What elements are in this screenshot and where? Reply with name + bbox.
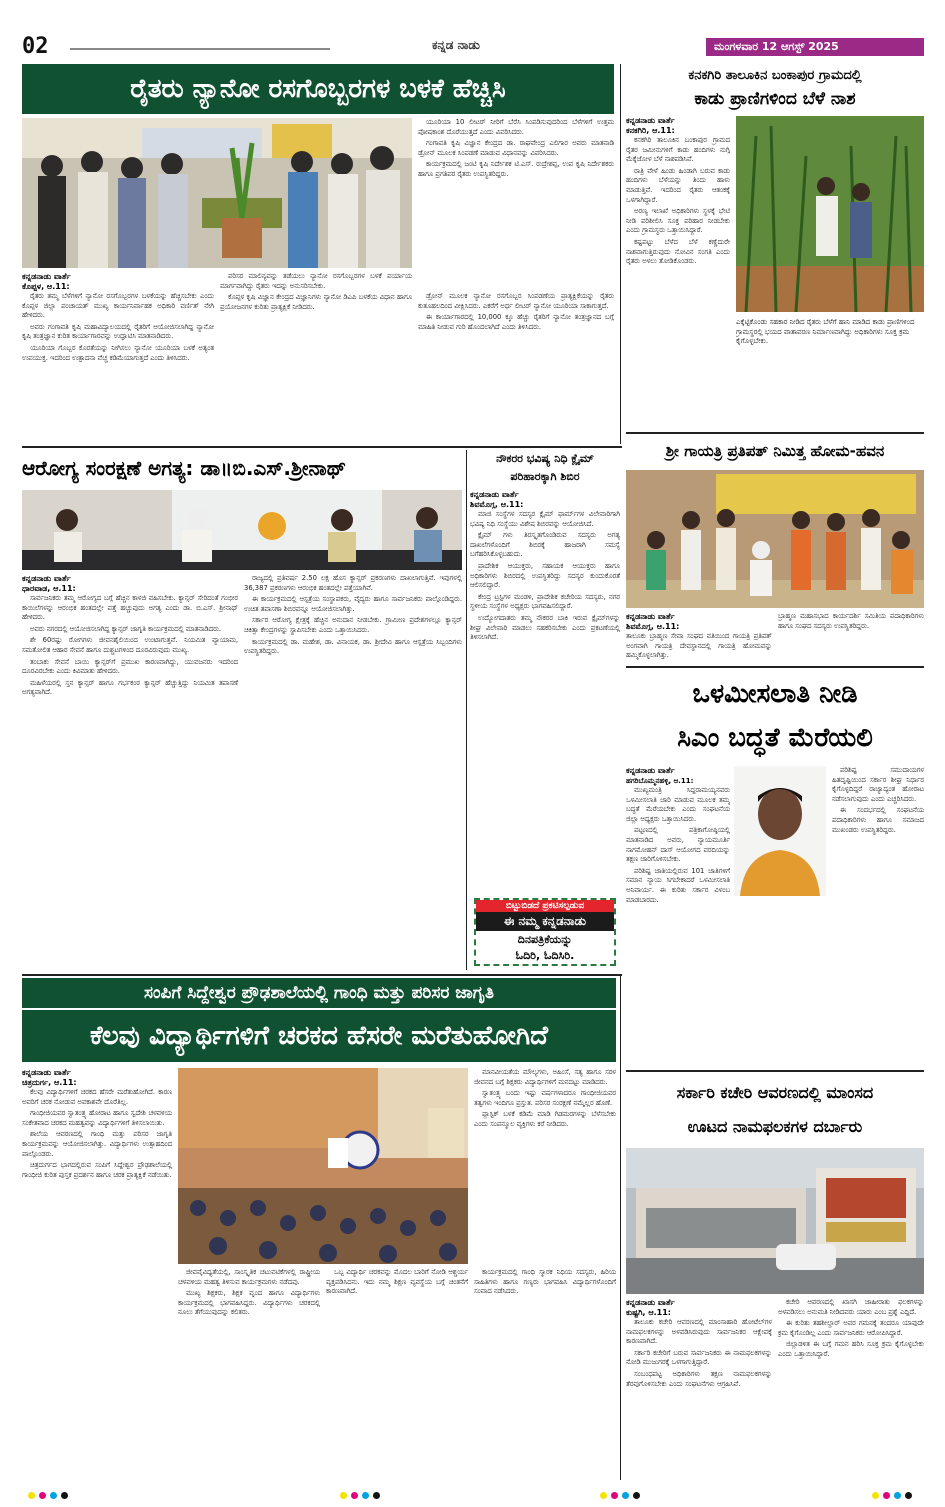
pf-col	[470, 490, 620, 890]
paragraph: ಕಾರ್ಯಕ್ರಮದಲ್ಲಿ ಡಾ. ಮಹೇಶ, ಡಾ. ವಿನಾಯಕ, ಡಾ. ಶ್ರೀದೇವಿ ಹಾಗೂ ಆಸ್ಪತ್ರೆಯ ಸಿಬ್ಬಂದಿಗಳು ಉಪಸ್ಥಿತರಿದ್ದರು.	[244, 637, 462, 656]
section-divider	[22, 446, 622, 448]
paragraph: ಯೂರಿಯಾ ಗೊಬ್ಬರ ಕೊರತೆಯನ್ನು ನೀಗಿಸಲು ನ್ಯಾನೋ ಯೂರಿಯಾ ಬಳಕೆ ಅತ್ಯಂತ ಉಪಯುಕ್ತ. ಇದರಿಂದ ಉತ್ಪಾದನಾ ವೆಚ್ಚ ಕಡಿಮೆಯಾಗುತ್ತದೆ ಎಂದು ತಿಳಿಸಿದರು.	[22, 343, 214, 362]
forest-body	[626, 136, 730, 414]
paragraph: ಒಬ್ಬ ವಿದ್ಯಾರ್ಥಿ ಚರಕವನ್ನು ಮೊದಲ ಬಾರಿಗೆ ನೋಡಿ ಆಶ್ಚರ್ಯ ವ್ಯಕ್ತಪಡಿಸಿದನು. ಇದು ನಮ್ಮ ಶಿಕ್ಷಣ ವ್ಯವಸ್ಥೆಯ ಬಗ್ಗೆ ಚಿಂತನೆಗೆ ಕಾರಣವಾಗಿದೆ.	[326, 1268, 468, 1296]
nano-col2	[220, 272, 412, 442]
meat-col1	[626, 1298, 772, 1478]
forest-headline-kicker: ಕನಕಗಿರಿ ತಾಲೂಕಿನ ಬಂಕಾಪುರ ಗ್ರಾಮದಲ್ಲಿ	[688, 67, 862, 83]
forest-col1	[626, 116, 730, 416]
olameesalati-byline: ಕನ್ನಡನಾಡು ವಾರ್ತೆ	[626, 766, 675, 775]
nano-col4	[418, 292, 614, 442]
meat-byline: ಕನ್ನಡನಾಡು ವಾರ್ತೆ	[626, 1298, 675, 1307]
sampige-col5	[326, 1268, 468, 1478]
nano-byline: ಕನ್ನಡನಾಡು ವಾರ್ತೆ	[22, 272, 71, 281]
paragraph: ರಾತ್ರಿ ವೇಳೆ ಹಿಂಡು ಹಿಂಡಾಗಿ ಬರುವ ಕಾಡು ಹಂದಿಗಳು ಬೆಳೆಯನ್ನು ತಿಂದು ಹಾಳು ಮಾಡುತ್ತಿವೆ. ಇದರಿಂದ ರೈತರು ಆತಂಕಕ್ಕೆ ಒಳಗಾಗಿದ್ದಾರೆ.	[626, 166, 730, 204]
meat-photo	[626, 1148, 924, 1294]
masthead-title: ಕನ್ನಡ ನಾಡು	[432, 38, 480, 52]
forest-caption: ಎಕ್ಕೆಟ್ಟಿಕೊಂಡು ಸಹಕಾರ ನೀಡಿದ ರೈತರು ಬೆಳೆಗೆ ಹಾನಿ ಮಾಡಿದ ಕಾಡು ಪ್ರಾಣಿಗಳಿಂದ ಗ್ರಾಮಸ್ಥರಲ್ಲಿ ಭಯದ ವಾತಾವರಣ ನಿರ್ಮಾಣವಾಗಿದ್ದು ಅಧಿಕಾರಿಗಳು ಸೂಕ್ತ ಕ್ರಮ ಕೈಗೊಳ್ಳಬೇಕು.	[736, 318, 915, 345]
paragraph: ಗಂಗಾವತಿ ಕೃಷಿ ವಿಜ್ಞಾನ ಕೇಂದ್ರದ ಡಾ. ರಾಘವೇಂದ್ರ ಎಲಿಗಾರ ಅವರು ಮಾತನಾಡಿ ಡ್ರೋನ್ ಮೂಲಕ ಸಿಂಪಡಣೆ ಮಾಡುವ ವಿಧಾನವನ್ನು ವಿವರಿಸಿದರು.	[418, 139, 614, 157]
paragraph: ಪರಿಶಿಷ್ಟ ಸಮುದಾಯಗಳ ಹಿತದೃಷ್ಟಿಯಿಂದ ಸರ್ಕಾರ ಶೀಘ್ರ ನಿರ್ಧಾರ ಕೈಗೊಳ್ಳದಿದ್ದರೆ ರಾಜ್ಯಾದ್ಯಂತ ಹೋರಾಟ ನಡೆಸಲಾಗುವುದು ಎಂದು ಎಚ್ಚರಿಸಿದರು.	[832, 766, 924, 803]
paragraph: ಈ ಸಂದರ್ಭದಲ್ಲಿ ಸಂಘಟನೆಯ ಪದಾಧಿಕಾರಿಗಳು ಹಾಗೂ ಸಮಾಜದ ಮುಖಂಡರು ಉಪಸ್ಥಿತರಿದ್ದರು.	[832, 806, 924, 834]
olameesalati-portrait	[734, 766, 826, 896]
paragraph: ಈ ಕುರಿತು ತಹಶೀಲ್ದಾರ್ ಅವರ ಗಮನಕ್ಕೆ ತಂದರೂ ಯಾವುದೇ ಕ್ರಮ ಕೈಗೊಂಡಿಲ್ಲ ಎಂದು ಸಾರ್ವಜನಿಕರು ಆರೋಪಿಸಿದ್ದಾರೆ.	[778, 1319, 924, 1337]
meat-headline-line1: ಸರ್ಕಾರಿ ಕಚೇರಿ ಆವರಣದಲ್ಲಿ ಮಾಂಸದ	[676, 1083, 874, 1102]
paragraph: ಕೊಪ್ಪಳ ಕೃಷಿ ವಿಜ್ಞಾನ ಕೇಂದ್ರದ ವಿಜ್ಞಾನಿಗಳು ನ್ಯಾನೋ ಡಿಎಪಿ ಬಳಕೆಯ ವಿಧಾನ ಹಾಗೂ ಪ್ರಯೋಜನಗಳ ಕುರಿತು ಪ್ರಾತ್ಯಕ್ಷಿಕೆ ನೀಡಿದರು.	[220, 293, 412, 311]
paragraph: ಉದ್ಯೋಗದಾತರು ತಮ್ಮ ನೌಕರರ ಬಾಕಿ ಇರುವ ಕ್ಲೈಮ್‌ಗಳನ್ನು ಶೀಘ್ರ ವಿಲೇವಾರಿ ಮಾಡಲು ಸಹಕರಿಸಬೇಕು ಎಂದು ಪ್ರಕಟಣೆಯಲ್ಲಿ ತಿಳಿಸಲಾಗಿದೆ.	[470, 613, 620, 642]
sampige-col3	[474, 1068, 616, 1264]
paragraph: ಸಾರ್ವಜನಿಕರು ತಮ್ಮ ಆರೋಗ್ಯದ ಬಗ್ಗೆ ಹೆಚ್ಚಿನ ಕಾಳಜಿ ವಹಿಸಬೇಕು. ಕ್ಯಾನ್ಸರ್ ಸೇರಿದಂತೆ ಗಂಭೀರ ಕಾಯಿಲೆಗಳನ್ನು ಆರಂಭಿಕ ಹಂತದಲ್ಲೇ ಪತ್ತೆ ಹಚ್ಚುವುದು ಅಗತ್ಯ ಎಂದು ಡಾ. ಬಿ.ಎಸ್. ಶ್ರೀನಾಥ್ ಹೇಳಿದರು.	[22, 594, 238, 622]
sampige-byline: ಕನ್ನಡನಾಡು ವಾರ್ತೆ	[22, 1068, 71, 1077]
forest-headline: ಕಾಡು ಪ್ರಾಣಿಗಳಿಂದ ಬೆಳೆ ನಾಶ	[694, 89, 856, 109]
nano-photo	[22, 118, 412, 268]
paragraph: ಚಿತ್ರದುರ್ಗದ ಭಾಗದಲ್ಲಿರುವ ಸಂಪಿಗೆ ಸಿದ್ದೇಶ್ವರ ಪ್ರೌಢಶಾಲೆಯಲ್ಲಿ ಗಾಂಧೀಜಿ ಕುರಿತ ಪುಸ್ತಕ ಪ್ರದರ್ಶನ ಹಾಗೂ ಚರಕ ಪ್ರಾತ್ಯಕ್ಷಿಕೆ ನಡೆಯಿತು.	[22, 1161, 172, 1179]
health-byline: ಕನ್ನಡನಾಡು ವಾರ್ತೆ	[22, 574, 71, 583]
nano-dateline: ಕೊಪ್ಪಳ, ಆ.11:	[22, 282, 70, 291]
meat-dateline: ಕುಷ್ಟಗಿ, ಆ.11:	[626, 1308, 672, 1317]
page-number: 02	[22, 34, 49, 59]
olameesalati-body	[626, 786, 730, 1062]
meat-body	[626, 1318, 772, 1476]
paragraph: ಮಾನವೀಯತೆಯ ಮೌಲ್ಯಗಳು, ಅಹಿಂಸೆ, ಸತ್ಯ ಹಾಗೂ ಸರಳ ಜೀವನದ ಬಗ್ಗೆ ಶಿಕ್ಷಕರು ವಿದ್ಯಾರ್ಥಿಗಳಿಗೆ ಮನದಟ್ಟು ಮಾಡಿದರು.	[474, 1068, 616, 1086]
paragraph: ಸ್ವಾತಂತ್ರ್ಯ ಬಂದು ಇಷ್ಟು ವರ್ಷಗಳಾದರೂ ಗಾಂಧೀಜಿಯವರ ತತ್ವಗಳು ಇಂದಿಗೂ ಪ್ರಸ್ತುತ. ಪರಿಸರ ಸಂರಕ್ಷಣೆ ನಮ್ಮೆಲ್ಲರ ಹೊಣೆ.	[474, 1089, 616, 1107]
olameesalati-col3	[832, 766, 924, 1066]
subscribe-promo	[474, 898, 616, 966]
paragraph: ಸರ್ಕಾರ ಆರೋಗ್ಯ ಕ್ಷೇತ್ರಕ್ಕೆ ಹೆಚ್ಚಿನ ಅನುದಾನ ನೀಡಬೇಕು. ಗ್ರಾಮೀಣ ಪ್ರದೇಶಗಳಲ್ಲೂ ಕ್ಯಾನ್ಸರ್ ಚಿಕಿತ್ಸಾ ಕೇಂದ್ರಗಳನ್ನು ಸ್ಥಾಪಿಸಬೇಕು ಎಂದು ಒತ್ತಾಯಿಸಿದರು.	[244, 616, 462, 634]
gayatri-headline: ಶ್ರೀ ಗಾಯತ್ರಿ ಪ್ರತಿಪತ್ ನಿಮಿತ್ತ ಹೋಮ-ಹವನ	[665, 442, 885, 460]
header-rule	[70, 48, 330, 50]
paragraph: ಮುಖ್ಯ ಶಿಕ್ಷಕರು, ಶಿಕ್ಷಕ ವೃಂದ ಹಾಗೂ ವಿದ್ಯಾರ್ಥಿಗಳು ಕಾರ್ಯಕ್ರಮದಲ್ಲಿ ಭಾಗವಹಿಸಿದ್ದರು. ವಿದ್ಯಾರ್ಥಿಗಳು ಚರಕದಲ್ಲಿ ನೂಲು ತೆಗೆಯುವುದನ್ನು ಕಲಿತರು.	[178, 1289, 320, 1317]
paragraph: ಮಾಜಿ ಸಂಸ್ಥೆಗಳ ಸದಸ್ಯರ ಕ್ಲೈಮ್ ಫಾರ್ಮ್‌ಗಳ ವಿಲೇವಾರಿಗಾಗಿ ಭವಿಷ್ಯ ನಿಧಿ ಸಂಸ್ಥೆಯು ವಿಶೇಷ ಶಿಬಿರವನ್ನು ಆಯೋಜಿಸಿದೆ.	[470, 510, 620, 528]
promo-line2: ಈ ನಮ್ಮ ಕನ್ನಡನಾಡು	[476, 912, 614, 931]
pf-body	[470, 510, 620, 886]
health-headline: ಆರೋಗ್ಯ ಸಂರಕ್ಷಣೆ ಅಗತ್ಯ: ಡಾ॥ಬಿ.ಎಸ್.ಶ್ರೀನಾಥ್	[22, 456, 347, 480]
paragraph: ಜಿಲ್ಲಾಡಳಿತ ಈ ಬಗ್ಗೆ ಗಮನ ಹರಿಸಿ ಸೂಕ್ತ ಕ್ರಮ ಕೈಗೊಳ್ಳಬೇಕು ಎಂದು ಒತ್ತಾಯಿಸಿದ್ದಾರೆ.	[778, 1340, 924, 1358]
meat-col2	[778, 1298, 924, 1478]
registration-marks	[872, 1492, 912, 1499]
sampige-body	[22, 1088, 172, 1476]
paragraph: ಶೇ 60ರಷ್ಟು ರೋಗಗಳು ಜೀವನಶೈಲಿಯಿಂದ ಉಂಟಾಗುತ್ತವೆ. ನಿಯಮಿತ ವ್ಯಾಯಾಮ, ಸಮತೋಲಿತ ಆಹಾರ ಸೇವನೆ ಹಾಗೂ ದುಶ್ಚಟಗಳಿಂದ ದೂರವಿರುವುದು ಮುಖ್ಯ.	[22, 636, 238, 654]
paragraph: ಕಷ್ಟಪಟ್ಟು ಬೆಳೆದ ಬೆಳೆ ಕಣ್ಣೆದುರೇ ನಾಶವಾಗುತ್ತಿರುವುದು ನೋವಿನ ಸಂಗತಿ ಎಂದು ರೈತರು ಅಳಲು ತೋಡಿಕೊಂಡರು.	[626, 237, 730, 266]
pf-byline: ಕನ್ನಡನಾಡು ವಾರ್ತೆ	[470, 490, 519, 499]
paragraph: ರೈತರು ತಮ್ಮ ಬೆಳೆಗಳಿಗೆ ನ್ಯಾನೋ ರಸಗೊಬ್ಬರಗಳ ಬಳಕೆಯನ್ನು ಹೆಚ್ಚಿಸಬೇಕು ಎಂದು ಕೊಪ್ಪಳ ಜಿಲ್ಲಾ ಪಂಚಾಯತ್ ಮುಖ್ಯ ಕಾರ್ಯನಿರ್ವಾಹಕ ಅಧಿಕಾರಿ ವರ್ಣಿತ್ ನೇಗಿ ಹೇಳಿದರು.	[22, 292, 214, 320]
registration-marks	[28, 1492, 68, 1499]
paragraph: ಮಹಿಳೆಯರಲ್ಲಿ ಸ್ತನ ಕ್ಯಾನ್ಸರ್ ಹಾಗೂ ಗರ್ಭಕಂಠ ಕ್ಯಾನ್ಸರ್ ಹೆಚ್ಚುತ್ತಿದ್ದು ನಿಯಮಿತ ತಪಾಸಣೆ ಅಗತ್ಯವಾಗಿದೆ.	[22, 678, 238, 697]
paragraph: ಶಾಲೆಯ ಆವರಣದಲ್ಲಿ ಗಾಂಧಿ ಮತ್ತು ಪರಿಸರ ಜಾಗೃತಿ ಕಾರ್ಯಕ್ರಮವನ್ನು ಆಯೋಜಿಸಲಾಗಿತ್ತು. ವಿದ್ಯಾರ್ಥಿಗಳು ಉತ್ಸಾಹದಿಂದ ಪಾಲ್ಗೊಂಡರು.	[22, 1130, 172, 1158]
paragraph: ಯೂರಿಯಾ 10 ಲೀಟರ್ ನೀರಿಗೆ ಬೆರೆಸಿ ಸಿಂಪಡಿಸುವುದರಿಂದ ಬೆಳೆಗಳಿಗೆ ಉತ್ತಮ ಪೋಷಕಾಂಶ ದೊರೆಯುತ್ತದೆ ಎಂದು ವಿವರಿಸಿದರು.	[418, 118, 614, 136]
paragraph: ಕಾರ್ಯಕ್ರಮದಲ್ಲಿ ಗಾಂಧಿ ಸ್ಮಾರಕ ನಿಧಿಯ ಸದಸ್ಯರು, ಹಿರಿಯ ಸಾಹಿತಿಗಳು ಹಾಗೂ ಗಣ್ಯರು ಭಾಗವಹಿಸಿ ವಿದ್ಯಾರ್ಥಿಗಳೊಂದಿಗೆ ಸಂವಾದ ನಡೆಸಿದರು.	[474, 1268, 616, 1296]
nano-headline: ರೈತರು ನ್ಯಾನೋ ರಸಗೊಬ್ಬರಗಳ ಬಳಕೆ ಹೆಚ್ಚಿಸಿ	[22, 64, 614, 114]
sampige-headline: ಕೆಲವು ವಿದ್ಯಾರ್ಥಿಗಳಿಗೆ ಚರಕದ ಹೆಸರೇ ಮರೆತುಹೋಗಿದೆ	[22, 1010, 616, 1062]
sampige-headline-kicker: ಸಂಪಿಗೆ ಸಿದ್ದೇಶ್ವರ ಪ್ರೌಢಶಾಲೆಯಲ್ಲಿ ಗಾಂಧಿ ಮತ್ತು ಪರಿಸರ ಜಾಗೃತಿ	[22, 978, 616, 1008]
health-photo	[22, 490, 462, 570]
section-divider	[626, 1070, 924, 1072]
section-divider	[626, 432, 924, 434]
health-dateline: ಧಾರವಾಡ, ಆ.11:	[22, 584, 76, 593]
paragraph: ಕಚೇರಿ ಆವರಣದಲ್ಲಿ ಖಾಸಗಿ ಜಾಹೀರಾತು ಫಲಕಗಳನ್ನು ಅಳವಡಿಸಲು ಅನುಮತಿ ನೀಡಿದವರು ಯಾರು ಎಂಬ ಪ್ರಶ್ನೆ ಎದ್ದಿದೆ.	[778, 1298, 924, 1316]
paragraph: ಕನಕಗಿರಿ ತಾಲೂಕಿನ ಬಂಕಾಪುರ ಗ್ರಾಮದ ರೈತರ ಜಮೀನುಗಳಿಗೆ ಕಾಡು ಹಂದಿಗಳು ನುಗ್ಗಿ ಮೆಕ್ಕೆಜೋಳ ಬೆಳೆ ನಾಶಪಡಿಸಿವೆ.	[626, 136, 730, 164]
paragraph: ಪ್ರಾದೇಶಿಕ ಆಯುಕ್ತರು, ಸಹಾಯಕ ಆಯುಕ್ತರು ಹಾಗೂ ಅಧಿಕಾರಿಗಳು ಶಿಬಿರದಲ್ಲಿ ಉಪಸ್ಥಿತರಿದ್ದು ಸದಸ್ಯರ ಕುಂದುಕೊರತೆ ಆಲಿಸಲಿದ್ದಾರೆ.	[470, 561, 620, 590]
forest-byline: ಕನ್ನಡನಾಡು ವಾರ್ತೆ	[626, 116, 675, 125]
gayatri-dateline: ಶಿವಮೊಗ್ಗ, ಆ.11:	[626, 622, 680, 631]
paragraph: ಕಾರ್ಯಕ್ರಮದಲ್ಲಿ ಜಂಟಿ ಕೃಷಿ ನಿರ್ದೇಶಕ ಟಿ.ಎಸ್. ರುದ್ರೇಶಪ್ಪ, ಉಪ ಕೃಷಿ ನಿರ್ದೇಶಕರು ಹಾಗೂ ಪ್ರಗತಿಪರ ರೈತರು ಉಪಸ್ಥಿತರಿದ್ದರು.	[418, 160, 614, 178]
olameesalati-dateline: ಹಗರಿಬೊಮ್ಮನಹಳ್ಳಿ, ಆ.11:	[626, 777, 694, 785]
paragraph: ಮುಖ್ಯಮಂತ್ರಿ ಸಿದ್ದರಾಮಯ್ಯನವರು ಒಳಮೀಸಲಾತಿ ಜಾರಿ ಮಾಡುವ ಮೂಲಕ ತಮ್ಮ ಬದ್ಧತೆ ಮೆರೆಯಬೇಕು ಎಂದು ಸಂಘಟನೆಯ ಜಿಲ್ಲಾ ಅಧ್ಯಕ್ಷರು ಒತ್ತಾಯಿಸಿದರು.	[626, 786, 730, 823]
olameesalati-headline-line1: ಒಳಮೀಸಲಾತಿ ನೀಡಿ	[692, 678, 858, 709]
pf-dateline: ಶಿವಮೊಗ್ಗ, ಆ.11:	[470, 500, 524, 509]
sampige-col4	[178, 1268, 320, 1478]
paragraph: ತಾಲೂಕು ಕಚೇರಿ ಆವರಣದಲ್ಲಿ ಮಾಂಸಾಹಾರಿ ಹೋಟೆಲ್‌ಗಳ ನಾಮಫಲಕಗಳನ್ನು ಅಳವಡಿಸಿರುವುದು ಸಾರ್ವಜನಿಕರ ಆಕ್ಷೇಪಕ್ಕೆ ಕಾರಣವಾಗಿದೆ.	[626, 1318, 772, 1346]
column-divider	[620, 64, 621, 444]
promo-line1: ಬಿಟ್ಟುಬಿಡದೆ ಪ್ರಕಟಿಸಲ್ಪಡುವ	[476, 900, 614, 912]
meat-headline-line2: ಊಟದ ನಾಮಫಲಕಗಳ ದರ್ಬಾರು	[687, 1117, 863, 1136]
registration-marks	[600, 1492, 640, 1499]
paragraph: ಕೆಲವು ವಿದ್ಯಾರ್ಥಿಗಳಿಗೆ ಚರಕದ ಹೆಸರೇ ಮರೆತುಹೋಗಿದೆ. ಕಾರಣ ಅವರಿಗೆ ಚರಕ ನೋಡುವ ಅವಕಾಶವೇ ದೊರೆತಿಲ್ಲ.	[22, 1088, 172, 1106]
paragraph: ತಂಬಾಕು ಸೇವನೆ ಬಾಯಿ ಕ್ಯಾನ್ಸರ್‌ಗೆ ಪ್ರಮುಖ ಕಾರಣವಾಗಿದ್ದು, ಯುವಜನರು ಇದರಿಂದ ದೂರವಿರಬೇಕು ಎಂದು ಕಿವಿಮಾತು ಹೇಳಿದರು.	[22, 657, 238, 676]
olameesalati-col1	[626, 766, 730, 1066]
sampige-col6	[474, 1268, 616, 1478]
paragraph: ಗಾಂಧೀಜಿಯವರ ಸ್ವಾತಂತ್ರ್ಯ ಹೋರಾಟ ಹಾಗೂ ಸ್ವದೇಶಿ ಚಳವಳಿಯ ಸಂಕೇತವಾದ ಚರಕದ ಮಹತ್ವವನ್ನು ವಿದ್ಯಾರ್ಥಿಗಳಿಗೆ ತಿಳಿಸಲಾಯಿತು.	[22, 1109, 172, 1127]
paragraph: ಅವರು ಗಂಗಾವತಿ ಕೃಷಿ ಮಹಾವಿದ್ಯಾಲಯದಲ್ಲಿ ರೈತರಿಗೆ ಆಯೋಜಿಸಲಾಗಿದ್ದ ನ್ಯಾನೋ ಕೃಷಿ ತಂತ್ರಜ್ಞಾನ ಕುರಿತ ಕಾರ್ಯಾಗಾರವನ್ನು ಉದ್ಘಾಟಿಸಿ ಮಾತನಾಡಿದರು.	[22, 322, 214, 341]
nano-col1	[22, 272, 214, 442]
paragraph: ತಾಲೂಕು ಬ್ರಾಹ್ಮಣ ಸೇವಾ ಸಂಘದ ವತಿಯಿಂದ ಗಾಯತ್ರಿ ಪ್ರತಿಪತ್ ಅಂಗವಾಗಿ ಗಾಯತ್ರಿ ದೇವಸ್ಥಾನದಲ್ಲಿ ಗಾಯತ್ರಿ ಹೋಮವನ್ನು ಹಮ್ಮಿಕೊಳ್ಳಲಾಗಿತ್ತು.	[626, 632, 772, 660]
sampige-col1	[22, 1068, 172, 1478]
paragraph: ಪಟ್ಟಣದಲ್ಲಿ ಪತ್ರಿಕಾಗೋಷ್ಠಿಯಲ್ಲಿ ಮಾತನಾಡಿದ ಅವರು, ನ್ಯಾಯಮೂರ್ತಿ ನಾಗಮೋಹನ್ ದಾಸ್ ಆಯೋಗದ ವರದಿಯನ್ನು ತಕ್ಷಣ ಜಾರಿಗೊಳಿಸಬೇಕು.	[626, 826, 730, 864]
section-divider	[22, 974, 622, 976]
pf-headline-line2: ಪರಿಹಾರಕ್ಕಾಗಿ ಶಿಬಿರ	[510, 470, 580, 483]
gayatri-text	[626, 612, 924, 664]
paragraph: ಜೀವವೈವಿಧ್ಯತೆಯಲ್ಲಿ, ಸಾಂಸ್ಕೃತಿಕ ಚಟುವಟಿಕೆಗಳಲ್ಲಿ ರಾಷ್ಟ್ರೀಯ ಚಳವಳಿಯ ಮಹತ್ವ ತಿಳಿಸುವ ಕಾರ್ಯಕ್ರಮಗಳು ನಡೆದವು.	[178, 1268, 320, 1286]
paragraph: ಕ್ಲೈಮ್ ಗಳು ತಿರಸ್ಕೃತಗೊಂಡಿರುವ ಸದಸ್ಯರು ಅಗತ್ಯ ದಾಖಲೆಗಳೊಂದಿಗೆ ಶಿಬಿರಕ್ಕೆ ಹಾಜರಾಗಿ ಸಮಸ್ಯೆ ಬಗೆಹರಿಸಿಕೊಳ್ಳಬಹುದು.	[470, 531, 620, 559]
date-bar: ಮಂಗಳವಾರ 12 ಆಗಸ್ಟ್ 2025	[706, 38, 924, 56]
promo-line4: ಓದಿರಿ, ಓದಿಸಿರಿ.	[515, 949, 575, 962]
forest-photo	[736, 116, 924, 312]
promo-line3: ದಿನಪತ್ರಿಕೆಯನ್ನು	[517, 933, 573, 946]
paragraph: ಸಂಬಂಧಪಟ್ಟ ಅಧಿಕಾರಿಗಳು ತಕ್ಷಣ ನಾಮಫಲಕಗಳನ್ನು ತೆರವುಗೊಳಿಸಬೇಕು ಎಂದು ಸಂಘಟನೆಗಳು ಆಗ್ರಹಿಸಿವೆ.	[626, 1369, 772, 1388]
olameesalati-headline-line2: ಸಿಎಂ ಬದ್ಧತೆ ಮೆರೆಯಲಿ	[677, 722, 873, 753]
pf-headline-line1: ನೌಕರರ ಭವಿಷ್ಯ ನಿಧಿ ಕ್ಲೈಮ್	[496, 452, 594, 465]
masthead	[0, 0, 945, 62]
paragraph: ಬ್ರಾಹ್ಮಣ ಮಹಾಸಭಾದ ಕಾರ್ಯದರ್ಶಿ ಸಮಿತಿಯ ಪದಾಧಿಕಾರಿಗಳು ಹಾಗೂ ಸಂಘದ ಸದಸ್ಯರು ಉಪಸ್ಥಿತರಿದ್ದರು.	[778, 612, 924, 630]
nano-body	[22, 292, 214, 440]
paragraph: ಪರಿಶಿಷ್ಟ ಜಾತಿಯಲ್ಲಿರುವ 101 ಜಾತಿಗಳಿಗೆ ಸಮಾನ ನ್ಯಾಯ ಸಿಗಬೇಕಾದರೆ ಒಳಮೀಸಲಾತಿ ಅನಿವಾರ್ಯ. ಈ ಕುರಿತು ಸರ್ಕಾರ ವಿಳಂಬ ಮಾಡಬಾರದು.	[626, 866, 730, 904]
column-divider	[620, 974, 621, 1480]
section-divider	[626, 666, 924, 668]
health-body	[22, 594, 238, 968]
gayatri-byline: ಕನ್ನಡನಾಡು ವಾರ್ತೆ	[626, 612, 675, 621]
paragraph: ಡ್ರೋನ್ ಮೂಲಕ ನ್ಯಾನೋ ರಸಗೊಬ್ಬರ ಸಿಂಪಡಣೆಯ ಪ್ರಾತ್ಯಕ್ಷಿಕೆಯನ್ನು ರೈತರು ಕುತೂಹಲದಿಂದ ವೀಕ್ಷಿಸಿದರು. ಎಕರೆಗೆ ಅರ್ಧ ಲೀಟರ್ ನ್ಯಾನೋ ಯೂರಿಯಾ ಸಾಕಾಗುತ್ತದೆ.	[418, 292, 614, 310]
paragraph: ಅವರು ನಗರದಲ್ಲಿ ಆಯೋಜಿಸಲಾಗಿದ್ದ ಕ್ಯಾನ್ಸರ್ ಜಾಗೃತಿ ಕಾರ್ಯಕ್ರಮದಲ್ಲಿ ಮಾತನಾಡಿದರು.	[30, 624, 222, 633]
nano-col3	[418, 118, 614, 288]
paragraph: ಪ್ಲಾಸ್ಟಿಕ್ ಬಳಕೆ ಕಡಿಮೆ ಮಾಡಿ ಗಿಡಮರಗಳನ್ನು ಬೆಳೆಸಬೇಕು ಎಂದು ಸಂಪನ್ಮೂಲ ವ್ಯಕ್ತಿಗಳು ಕರೆ ನೀಡಿದರು.	[474, 1110, 616, 1128]
paragraph: ಸರ್ಕಾರಿ ಕಚೇರಿಗೆ ಬರುವ ಸಾರ್ವಜನಿಕರು ಈ ನಾಮಫಲಕಗಳನ್ನು ನೋಡಿ ಮುಜುಗರಕ್ಕೆ ಒಳಗಾಗುತ್ತಿದ್ದಾರೆ.	[626, 1348, 772, 1367]
paragraph: ಈ ಕಾರ್ಯಕ್ರಮದಲ್ಲಿ ಆಸ್ಪತ್ರೆಯ ಸಂಸ್ಥಾಪಕರು, ವೈದ್ಯರು ಹಾಗೂ ಸಾರ್ವಜನಿಕರು ಪಾಲ್ಗೊಂಡಿದ್ದರು. ಉಚಿತ ತಪಾಸಣಾ ಶಿಬಿರವನ್ನೂ ಆಯೋಜಿಸಲಾಗಿತ್ತು.	[244, 595, 462, 613]
forest-dateline: ಕನಕಗಿರಿ, ಆ.11:	[626, 126, 675, 135]
registration-marks	[340, 1492, 380, 1499]
gayatri-photo	[626, 470, 924, 608]
sampige-photo	[178, 1068, 468, 1264]
paragraph: ಕೇಂದ್ರ ಟ್ರಸ್ಟಿಗಳ ಮಂಡಳಿ, ಪ್ರಾದೇಶಿಕ ಕಚೇರಿಯ ಸದಸ್ಯರು, ನಗರ ಸ್ಥಳೀಯ ಸಂಸ್ಥೆಗಳ ಅಧ್ಯಕ್ಷರು ಭಾಗವಹಿಸಲಿದ್ದಾರೆ.	[470, 592, 620, 611]
paragraph: ರಾಜ್ಯದಲ್ಲಿ ಪ್ರತಿವರ್ಷ 2.50 ಲಕ್ಷ ಹೊಸ ಕ್ಯಾನ್ಸರ್ ಪ್ರಕರಣಗಳು ದಾಖಲಾಗುತ್ತಿವೆ. ಇವುಗಳಲ್ಲಿ 36,387 ಪ್ರಕರಣಗಳು ಆರಂಭಿಕ ಹಂತದಲ್ಲೇ ಪತ್ತೆಯಾಗಿವೆ.	[244, 574, 462, 592]
sampige-dateline: ಚಿತ್ರದುರ್ಗ, ಆ.11:	[22, 1078, 77, 1087]
health-col2	[244, 574, 462, 970]
health-col1	[22, 574, 238, 970]
paragraph: ಅರಣ್ಯ ಇಲಾಖೆ ಅಧಿಕಾರಿಗಳು ಸ್ಥಳಕ್ಕೆ ಭೇಟಿ ನೀಡಿ ಪರಿಶೀಲಿಸಿ ಸೂಕ್ತ ಪರಿಹಾರ ನೀಡಬೇಕು ಎಂದು ಗ್ರಾಮಸ್ಥರು ಒತ್ತಾಯಿಸಿದ್ದಾರೆ.	[626, 207, 730, 235]
paragraph: ಪರಿಸರ ಮಾಲಿನ್ಯವನ್ನು ತಡೆಯಲು ನ್ಯಾನೋ ರಸಗೊಬ್ಬರಗಳ ಬಳಕೆ ಪರ್ಯಾಯ ಮಾರ್ಗವಾಗಿದ್ದು ರೈತರು ಇದನ್ನು ಅನುಸರಿಸಬೇಕು.	[220, 272, 412, 290]
paragraph: ಈ ಕಾರ್ಯಾಗಾರದಲ್ಲಿ 10,000 ಕ್ಕೂ ಹೆಚ್ಚು ರೈತರಿಗೆ ನ್ಯಾನೋ ತಂತ್ರಜ್ಞಾನದ ಬಗ್ಗೆ ಮಾಹಿತಿ ನೀಡುವ ಗುರಿ ಹೊಂದಲಾಗಿದೆ ಎಂದು ತಿಳಿಸಿದರು.	[418, 313, 614, 331]
column-divider	[466, 450, 467, 970]
